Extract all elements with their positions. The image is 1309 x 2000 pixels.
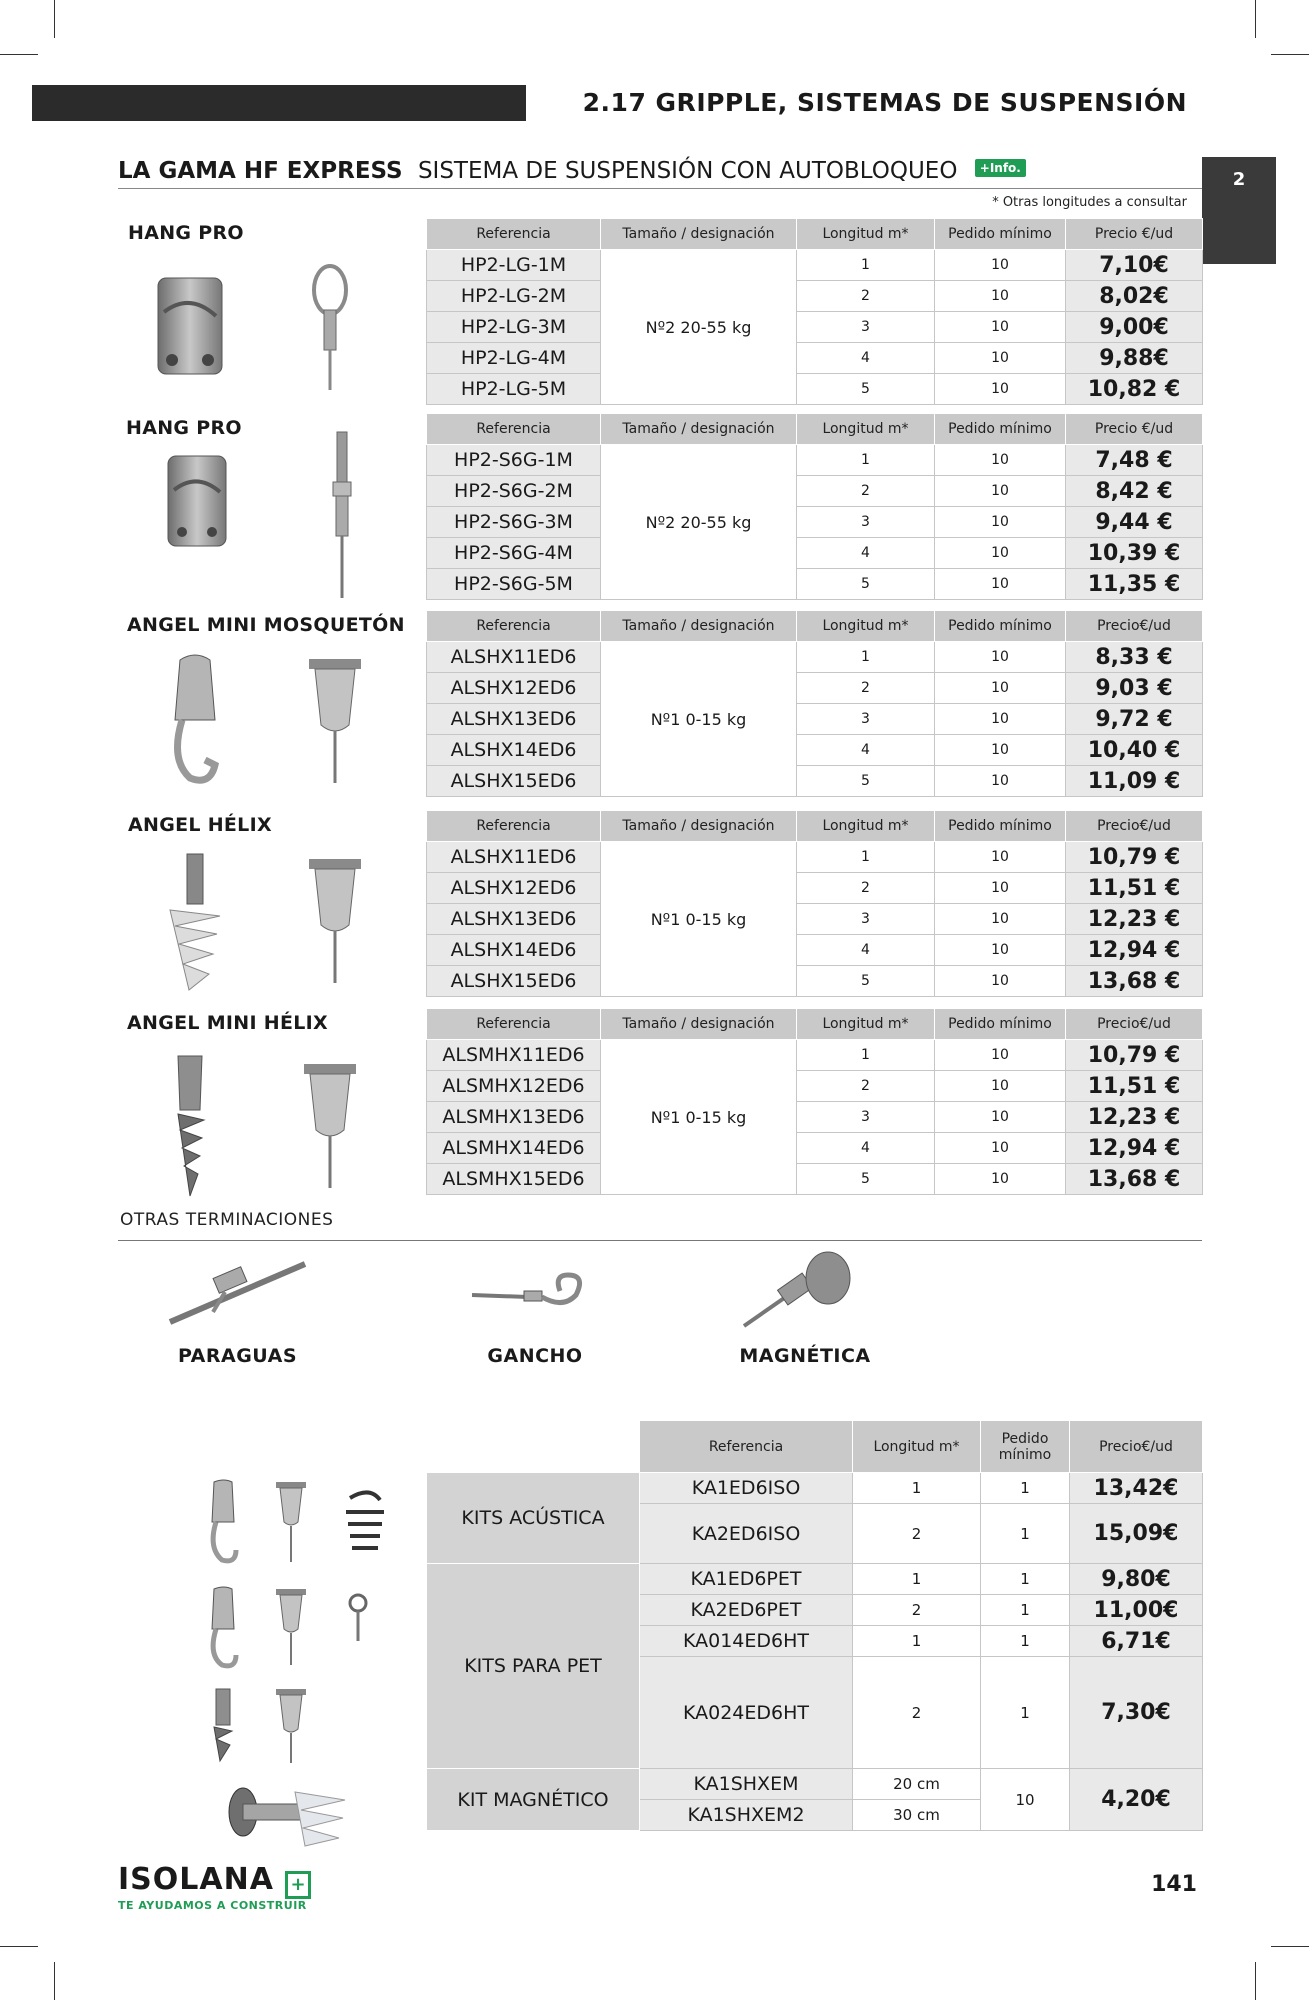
ref-cell: HP2-S6G-4M: [427, 538, 601, 569]
table-row: [427, 476, 1203, 507]
length-cell: 1: [797, 445, 935, 476]
min-cell: 10: [935, 842, 1066, 873]
umbrella-terminal-icon: [165, 1252, 310, 1327]
price-cell: 12,23 €: [1066, 904, 1203, 935]
col-header-length: Longitud m*: [797, 414, 935, 445]
ceiling-anchor-icon: [305, 655, 365, 785]
price-cell: 7,30€: [1070, 1657, 1203, 1769]
size-cell: Nº2 20-55 kg: [601, 445, 797, 600]
length-cell: 5: [797, 569, 935, 600]
length-cell: 2: [797, 1071, 935, 1102]
logo-tagline: TE AYUDAMOS A CONSTRUIR: [118, 1898, 307, 1912]
table-row: [427, 766, 1203, 797]
length-cell: 20 cm: [853, 1769, 981, 1800]
plus-icon: +: [285, 1871, 311, 1899]
ref-cell: KA014ED6HT: [640, 1626, 853, 1657]
mini-helix-anchor-icon: [160, 1050, 220, 1200]
col-header-min: Pedido mínimo: [981, 1421, 1070, 1473]
wire-loop-icon: [305, 262, 355, 392]
ref-cell: HP2-LG-1M: [427, 250, 601, 281]
price-cell: 11,09 €: [1066, 766, 1203, 797]
price-cell: 4,20€: [1070, 1769, 1203, 1831]
crop-mark: [0, 1946, 38, 1947]
length-cell: 5: [797, 966, 935, 997]
header-bar: [32, 85, 526, 121]
min-cell: 10: [935, 1071, 1066, 1102]
price-cell: 10,82 €: [1066, 374, 1203, 405]
col-header-min: Pedido mínimo: [935, 219, 1066, 250]
section-title-rest: SISTEMA DE SUSPENSIÓN CON AUTOBLOQUEO: [417, 158, 958, 184]
product-table: [426, 413, 1203, 600]
min-cell: 10: [935, 1164, 1066, 1195]
price-cell: 9,80€: [1070, 1564, 1203, 1595]
price-cell: 9,03 €: [1066, 673, 1203, 704]
table-row: [427, 1133, 1203, 1164]
kit-group-name: KITS PARA PET: [427, 1564, 640, 1769]
min-cell: 10: [935, 704, 1066, 735]
length-cell: 4: [797, 1133, 935, 1164]
min-cell: 10: [935, 312, 1066, 343]
price-cell: 12,94 €: [1066, 1133, 1203, 1164]
terminal-label: PARAGUAS: [177, 1345, 298, 1367]
price-cell: 11,51 €: [1066, 873, 1203, 904]
ref-cell: ALSHX15ED6: [427, 966, 601, 997]
table-row: [427, 966, 1203, 997]
crop-mark: [1255, 0, 1256, 38]
table-row: [427, 1102, 1203, 1133]
price-cell: 6,71€: [1070, 1626, 1203, 1657]
length-cell: 2: [797, 476, 935, 507]
brand-logo: [118, 1862, 311, 1912]
col-header-min: Pedido mínimo: [935, 414, 1066, 445]
table-row: [427, 935, 1203, 966]
min-cell: 10: [935, 374, 1066, 405]
price-cell: 9,72 €: [1066, 704, 1203, 735]
table-row: [427, 312, 1203, 343]
col-header-ref: Referencia: [427, 811, 601, 842]
min-cell: 1: [981, 1595, 1070, 1626]
min-cell: 10: [935, 476, 1066, 507]
ref-cell: ALSHX12ED6: [427, 873, 601, 904]
size-cell: Nº1 0-15 kg: [601, 642, 797, 797]
price-cell: 9,44 €: [1066, 507, 1203, 538]
length-cell: 2: [797, 873, 935, 904]
price-cell: 9,00€: [1066, 312, 1203, 343]
ref-cell: HP2-S6G-1M: [427, 445, 601, 476]
min-cell: 10: [935, 966, 1066, 997]
length-cell: 3: [797, 1102, 935, 1133]
length-cell: 30 cm: [853, 1800, 981, 1831]
table-row: [427, 374, 1203, 405]
col-header-price: Precio €/ud: [1066, 414, 1203, 445]
table-row: [427, 1564, 1203, 1595]
ref-cell: ALSHX13ED6: [427, 904, 601, 935]
price-cell: 12,94 €: [1066, 935, 1203, 966]
col-header-price: Precio€/ud: [1066, 611, 1203, 642]
price-cell: 11,51 €: [1066, 1071, 1203, 1102]
min-cell: 10: [935, 673, 1066, 704]
table-row: [427, 1164, 1203, 1195]
hook-terminal-icon: [468, 1265, 588, 1315]
length-cell: 1: [853, 1564, 981, 1595]
price-cell: 13,68 €: [1066, 966, 1203, 997]
kit-group-name: KITS ACÚSTICA: [427, 1473, 640, 1564]
crop-mark: [54, 0, 55, 38]
size-cell: Nº1 0-15 kg: [601, 842, 797, 997]
min-cell: 1: [981, 1564, 1070, 1595]
section-divider: [118, 188, 1202, 189]
length-cell: 5: [797, 766, 935, 797]
length-cell: 2: [797, 673, 935, 704]
col-header-min: Pedido mínimo: [935, 611, 1066, 642]
length-cell: 4: [797, 538, 935, 569]
ref-cell: KA2ED6PET: [640, 1595, 853, 1626]
min-cell: 1: [981, 1626, 1070, 1657]
col-header-price: Precio€/ud: [1070, 1421, 1203, 1473]
price-cell: 15,09€: [1070, 1504, 1203, 1564]
min-cell: 10: [935, 569, 1066, 600]
kit-acustica-image: [200, 1478, 390, 1568]
col-header-ref: Referencia: [427, 611, 601, 642]
terminal-label: MAGNÉTICA: [739, 1345, 871, 1367]
min-cell: 10: [935, 445, 1066, 476]
ref-cell: ALSMHX13ED6: [427, 1102, 601, 1133]
length-cell: 2: [853, 1504, 981, 1564]
col-header-length: Longitud m*: [797, 1009, 935, 1040]
length-cell: 3: [797, 904, 935, 935]
ref-cell: ALSHX15ED6: [427, 766, 601, 797]
chapter-tab: 2: [1202, 157, 1276, 264]
ref-cell: KA1ED6PET: [640, 1564, 853, 1595]
info-badge[interactable]: +Info.: [975, 159, 1026, 177]
length-cell: 5: [797, 1164, 935, 1195]
product-table: [426, 1008, 1203, 1195]
min-cell: 10: [935, 538, 1066, 569]
product-name: ANGEL MINI MOSQUETÓN: [127, 614, 405, 636]
min-cell: 10: [935, 250, 1066, 281]
price-cell: 10,79 €: [1066, 842, 1203, 873]
table-row: [427, 642, 1203, 673]
ref-cell: ALSHX11ED6: [427, 842, 601, 873]
table-row: [427, 1040, 1203, 1071]
length-cell: 3: [797, 312, 935, 343]
ref-cell: KA2ED6ISO: [640, 1504, 853, 1564]
min-cell: 10: [935, 904, 1066, 935]
kits-header-blank: [427, 1421, 640, 1473]
table-row: [427, 250, 1203, 281]
ref-cell: ALSMHX14ED6: [427, 1133, 601, 1164]
col-header-min: Pedido mínimo: [935, 811, 1066, 842]
crop-mark: [1255, 1962, 1256, 2000]
length-cell: 1: [797, 1040, 935, 1071]
col-header-price: Precio€/ud: [1066, 811, 1203, 842]
ref-cell: KA1SHXEM: [640, 1769, 853, 1800]
col-header-price: Precio€/ud: [1066, 1009, 1203, 1040]
length-cell: 1: [853, 1626, 981, 1657]
length-cell: 3: [797, 704, 935, 735]
ref-cell: HP2-S6G-3M: [427, 507, 601, 538]
product-table: [426, 218, 1203, 405]
crop-mark: [1271, 1946, 1309, 1947]
length-cell: 1: [853, 1473, 981, 1504]
ceiling-anchor-icon: [305, 855, 365, 985]
kit-magnetico-image: [215, 1770, 385, 1860]
min-cell: 10: [935, 935, 1066, 966]
length-cell: 2: [853, 1657, 981, 1769]
price-cell: 10,40 €: [1066, 735, 1203, 766]
threaded-stud-icon: [325, 430, 360, 600]
col-header-size: Tamaño / designación: [601, 811, 797, 842]
min-cell: 10: [935, 1133, 1066, 1164]
min-cell: 10: [935, 1102, 1066, 1133]
product-table: [426, 610, 1203, 797]
ref-cell: KA024ED6HT: [640, 1657, 853, 1769]
table-row: [427, 507, 1203, 538]
ref-cell: HP2-LG-3M: [427, 312, 601, 343]
product-name: ANGEL HÉLIX: [128, 814, 272, 836]
min-cell: 10: [935, 343, 1066, 374]
col-header-length: Longitud m*: [853, 1421, 981, 1473]
col-header-ref: Referencia: [427, 1009, 601, 1040]
min-cell: 10: [935, 507, 1066, 538]
table-row: [427, 873, 1203, 904]
price-cell: 11,00€: [1070, 1595, 1203, 1626]
product-table: [426, 810, 1203, 997]
product-name: HANG PRO: [126, 417, 242, 439]
price-cell: 13,42€: [1070, 1473, 1203, 1504]
table-row: [427, 281, 1203, 312]
gripple-body-icon: [150, 272, 230, 382]
logo-text: ISOLANA: [118, 1862, 274, 1897]
crop-mark: [0, 54, 38, 55]
table-row: [427, 673, 1203, 704]
col-header-price: Precio €/ud: [1066, 219, 1203, 250]
col-header-min: Pedido mínimo: [935, 1009, 1066, 1040]
col-header-size: Tamaño / designación: [601, 219, 797, 250]
table-row: [427, 1769, 1203, 1800]
min-cell: 10: [981, 1769, 1070, 1831]
ceiling-anchor-icon: [300, 1060, 360, 1190]
price-cell: 7,10€: [1066, 250, 1203, 281]
otras-divider: [118, 1240, 1202, 1241]
min-cell: 10: [935, 735, 1066, 766]
size-cell: Nº1 0-15 kg: [601, 1040, 797, 1195]
kit-pet-image-2: [200, 1685, 320, 1765]
ref-cell: KA1ED6ISO: [640, 1473, 853, 1504]
ref-cell: HP2-LG-4M: [427, 343, 601, 374]
kit-group-name: KIT MAGNÉTICO: [427, 1769, 640, 1831]
ref-cell: ALSHX12ED6: [427, 673, 601, 704]
price-cell: 8,02€: [1066, 281, 1203, 312]
col-header-ref: Referencia: [427, 219, 601, 250]
length-cell: 3: [797, 507, 935, 538]
col-header-ref: Referencia: [427, 414, 601, 445]
table-row: [427, 1071, 1203, 1102]
min-cell: 10: [935, 281, 1066, 312]
price-cell: 11,35 €: [1066, 569, 1203, 600]
section-title: [118, 158, 1026, 184]
price-cell: 10,39 €: [1066, 538, 1203, 569]
length-cell: 2: [853, 1595, 981, 1626]
table-row: [427, 1473, 1203, 1504]
price-cell: 10,79 €: [1066, 1040, 1203, 1071]
crop-mark: [54, 1962, 55, 2000]
product-name: ANGEL MINI HÉLIX: [127, 1012, 328, 1034]
ref-cell: HP2-LG-5M: [427, 374, 601, 405]
length-cell: 1: [797, 250, 935, 281]
product-name: HANG PRO: [128, 222, 244, 244]
ref-cell: ALSHX13ED6: [427, 704, 601, 735]
table-row: [427, 538, 1203, 569]
table-row: [427, 735, 1203, 766]
col-header-length: Longitud m*: [797, 811, 935, 842]
terminal-label: GANCHO: [487, 1345, 583, 1367]
table-row: [427, 704, 1203, 735]
length-cell: 4: [797, 343, 935, 374]
ref-cell: HP2-S6G-2M: [427, 476, 601, 507]
col-header-size: Tamaño / designación: [601, 1009, 797, 1040]
ref-cell: ALSHX11ED6: [427, 642, 601, 673]
gripple-body-icon: [162, 452, 232, 552]
ref-cell: HP2-LG-2M: [427, 281, 601, 312]
crop-mark: [1271, 54, 1309, 55]
length-cell: 5: [797, 374, 935, 405]
carabiner-icon: [160, 650, 230, 790]
min-cell: 1: [981, 1657, 1070, 1769]
ref-cell: ALSHX14ED6: [427, 935, 601, 966]
min-cell: 10: [935, 873, 1066, 904]
price-cell: 12,23 €: [1066, 1102, 1203, 1133]
ref-cell: ALSMHX11ED6: [427, 1040, 601, 1071]
table-row: [427, 569, 1203, 600]
min-cell: 10: [935, 766, 1066, 797]
ref-cell: HP2-S6G-5M: [427, 569, 601, 600]
ref-cell: ALSMHX12ED6: [427, 1071, 601, 1102]
table-row: [427, 343, 1203, 374]
otras-title: OTRAS TERMINACIONES: [120, 1210, 334, 1230]
kit-pet-image-1: [200, 1585, 390, 1670]
length-cell: 2: [797, 281, 935, 312]
price-cell: 13,68 €: [1066, 1164, 1203, 1195]
size-cell: Nº2 20-55 kg: [601, 250, 797, 405]
ref-cell: KA1SHXEM2: [640, 1800, 853, 1831]
length-cell: 1: [797, 642, 935, 673]
col-header-ref: Referencia: [640, 1421, 853, 1473]
lengths-note: * Otras longitudes a consultar: [992, 195, 1187, 210]
price-cell: 8,42 €: [1066, 476, 1203, 507]
col-header-size: Tamaño / designación: [601, 611, 797, 642]
price-cell: 9,88€: [1066, 343, 1203, 374]
min-cell: 10: [935, 1040, 1066, 1071]
helix-anchor-icon: [155, 850, 235, 1000]
length-cell: 4: [797, 735, 935, 766]
price-cell: 7,48 €: [1066, 445, 1203, 476]
length-cell: 1: [797, 842, 935, 873]
table-row: [427, 842, 1203, 873]
length-cell: 4: [797, 935, 935, 966]
min-cell: 10: [935, 642, 1066, 673]
table-row: [427, 445, 1203, 476]
price-cell: 8,33 €: [1066, 642, 1203, 673]
chapter-title: 2.17 GRIPPLE, SISTEMAS DE SUSPENSIÓN: [582, 88, 1187, 117]
page-number: 141: [1151, 1872, 1197, 1897]
table-row: [427, 904, 1203, 935]
min-cell: 1: [981, 1473, 1070, 1504]
col-header-size: Tamaño / designación: [601, 414, 797, 445]
ref-cell: ALSMHX15ED6: [427, 1164, 601, 1195]
col-header-length: Longitud m*: [797, 219, 935, 250]
col-header-length: Longitud m*: [797, 611, 935, 642]
kits-table: [426, 1420, 1203, 1831]
min-cell: 1: [981, 1504, 1070, 1564]
ref-cell: ALSHX14ED6: [427, 735, 601, 766]
section-title-bold: LA GAMA HF EXPRESS: [118, 158, 403, 184]
magnetic-terminal-icon: [740, 1250, 860, 1330]
